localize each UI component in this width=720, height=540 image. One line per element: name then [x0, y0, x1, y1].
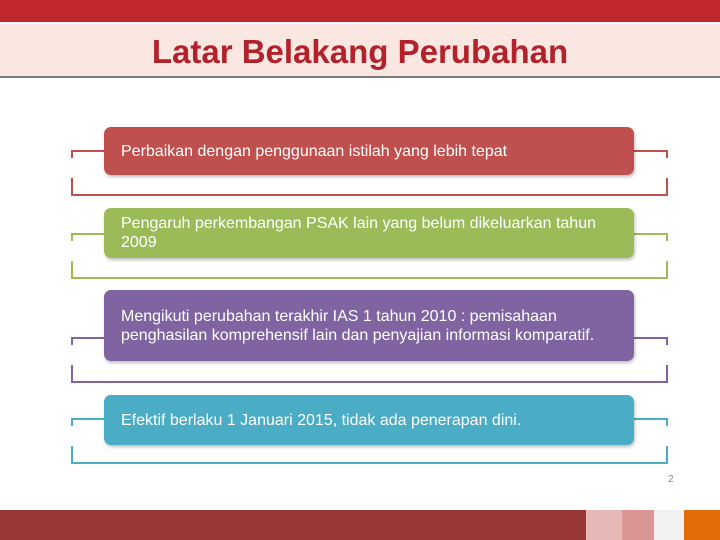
footer-square-white — [654, 510, 684, 540]
item-text: Efektif berlaku 1 Januari 2015, tidak ada penerapan dini. — [121, 411, 522, 429]
item-text: Mengikuti perubahan terakhir IAS 1 tahun 2010 : pemisahaan penghasilan komprehensif lain dan penyajian informasi komparatif. — [121, 307, 595, 344]
slide-title: Latar Belakang Perubahan — [151, 33, 569, 70]
footer-square-light — [586, 510, 622, 540]
item-box — [104, 208, 634, 258]
item-box — [104, 290, 634, 361]
item-box — [104, 395, 634, 445]
item-text: Perbaikan dengan penggunaan istilah yang lebih tepat — [121, 142, 508, 160]
item-box — [104, 127, 634, 175]
page-number: 2 — [668, 474, 674, 485]
footer-square-medium — [622, 510, 654, 540]
top-accent-bar — [0, 0, 720, 22]
footer-square-orange — [684, 510, 720, 540]
item-text: Pengaruh perkembangan PSAK lain yang belum dikeluarkan tahun 2009 — [121, 215, 596, 251]
